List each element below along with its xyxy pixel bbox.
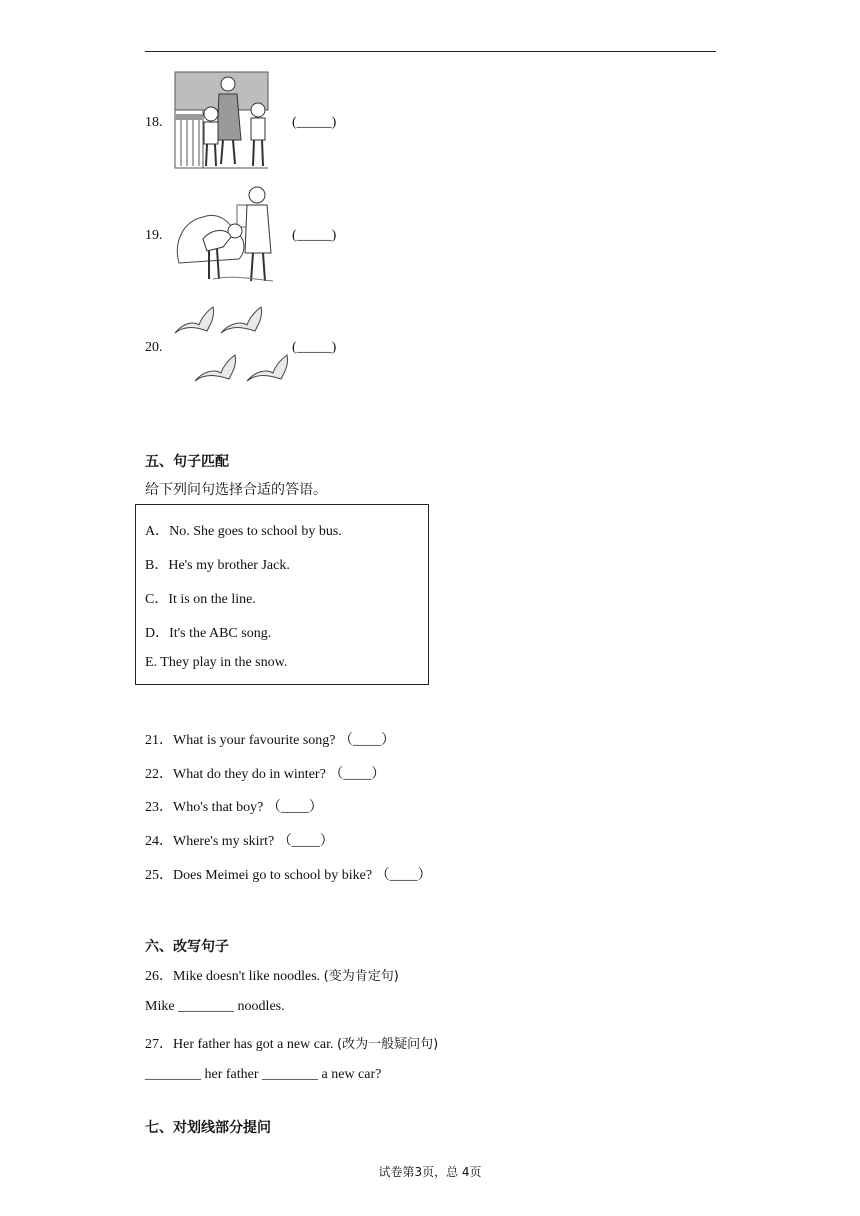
section-5-heading: 五、句子匹配: [145, 454, 229, 470]
question-25[interactable]: 25．Does Meimei go to school by bike? （____）: [145, 868, 432, 883]
option-d: D．It's the ABC song.: [145, 626, 272, 641]
answer-blank[interactable]: (_____): [292, 115, 337, 130]
teacher-and-children-illustration: [173, 70, 270, 171]
question-27-answer[interactable]: ________ her father ________ a new car?: [145, 1067, 382, 1082]
item-number: 20.: [145, 340, 163, 355]
option-b: B．He's my brother Jack.: [145, 558, 290, 573]
question-27-note: (改为一般疑问句): [337, 1037, 439, 1052]
four-birds-illustration: [173, 303, 291, 389]
option-c: C．It is on the line.: [145, 592, 256, 607]
question-26: [145, 965, 399, 985]
question-26-text: 26．Mike doesn't like noodles.: [145, 969, 324, 984]
boy-bowing-to-woman-illustration: [173, 183, 281, 285]
options-box: [135, 504, 429, 685]
answer-blank[interactable]: (_____): [292, 340, 337, 355]
section-6-heading: 六、改写句子: [145, 939, 229, 955]
question-24[interactable]: 24．Where's my skirt? （____）: [145, 834, 334, 849]
section-5-instruction: 给下列问句选择合适的答语。: [145, 482, 327, 498]
question-26-note: (变为肯定句): [323, 969, 399, 984]
section-7-heading: 七、对划线部分提问: [145, 1120, 271, 1136]
question-26-answer[interactable]: Mike ________ noodles.: [145, 999, 285, 1014]
page-footer: 试卷第3页，总 4页: [378, 1165, 482, 1179]
item-number: 19.: [145, 228, 163, 243]
question-23[interactable]: 23．Who's that boy? （____）: [145, 800, 323, 815]
answer-blank[interactable]: (_____): [292, 228, 337, 243]
question-22[interactable]: 22．What do they do in winter? （____）: [145, 767, 386, 782]
option-e: E. They play in the snow.: [145, 655, 288, 670]
question-27-text: 27．Her father has got a new car.: [145, 1037, 338, 1052]
question-21[interactable]: 21．What is your favourite song? （____）: [145, 733, 396, 748]
question-27: [145, 1033, 438, 1053]
header-rule: [145, 51, 716, 52]
item-number: 18.: [145, 115, 163, 130]
option-a: A．No. She goes to school by bus.: [145, 524, 342, 539]
